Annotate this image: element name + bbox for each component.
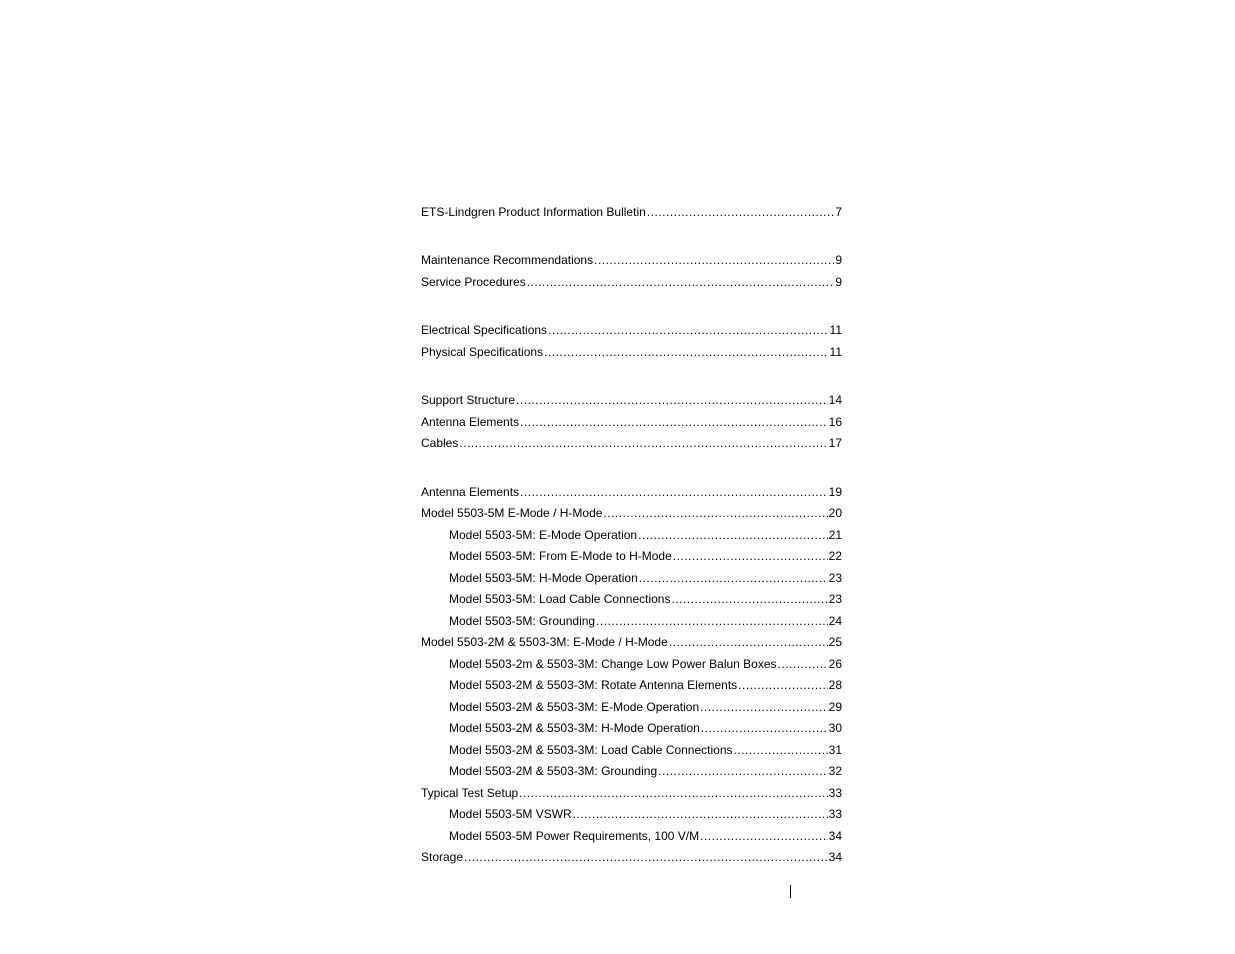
toc-dot-leader — [700, 828, 828, 844]
toc-entry-label: Typical Test Setup — [421, 786, 519, 800]
toc-dot-leader — [594, 252, 834, 268]
toc-entry-label: Service Procedures — [421, 275, 526, 289]
toc-entry-page: 20 — [828, 506, 842, 520]
toc-entry-5503-5m-power-requirements[interactable] — [421, 828, 842, 844]
toc-dot-leader — [734, 742, 828, 758]
toc-entry-page: 25 — [828, 635, 842, 649]
toc-dot-leader — [464, 849, 828, 865]
toc-entry-page: 28 — [828, 678, 842, 692]
toc-entry-5503-2m-3m-rotate-elements[interactable] — [421, 677, 842, 693]
toc-entry-page: 9 — [835, 253, 842, 267]
toc-entry-page: 34 — [828, 850, 842, 864]
toc-entry-5503-5m-grounding[interactable] — [421, 613, 842, 629]
toc-entry-label: Model 5503-2M & 5503-3M: Load Cable Connections — [449, 743, 733, 757]
toc-dot-leader — [519, 785, 827, 801]
toc-entry-label: Model 5503-2M & 5503-3M: Rotate Antenna Elements — [449, 678, 738, 692]
toc-entry-label: Physical Specifications — [421, 345, 544, 359]
toc-entry-5503-5m-load-cable-connections[interactable] — [421, 591, 842, 607]
toc-entry-5503-5m-modes[interactable] — [421, 505, 842, 521]
toc-entry-label: Model 5503-5M VSWR — [449, 807, 572, 821]
toc-entry-antenna-elements-assembly[interactable] — [421, 484, 842, 500]
toc-entry-5503-5m-e-mode-operation[interactable] — [421, 527, 842, 543]
toc-dot-leader — [573, 806, 828, 822]
toc-entry-page: 16 — [828, 415, 842, 429]
toc-entry-label: Model 5503-2m & 5503-3M: Change Low Power Balun Boxes — [449, 657, 777, 671]
toc-entry-5503-5m-h-mode-operation[interactable] — [421, 570, 842, 586]
toc-entry-label: Model 5503-2M & 5503-3M: E-Mode Operation — [449, 700, 700, 714]
toc-dot-leader — [596, 613, 828, 629]
toc-dot-leader — [639, 570, 828, 586]
toc-entry-service-procedures[interactable] — [421, 274, 842, 290]
toc-entry-page: 14 — [828, 393, 842, 407]
toc-entry-cables[interactable] — [421, 435, 842, 451]
toc-entry-label: Antenna Elements — [421, 415, 520, 429]
toc-entry-label: Electrical Specifications — [421, 323, 548, 337]
toc-dot-leader — [658, 763, 828, 779]
toc-entry-5503-5m-vswr[interactable] — [421, 806, 842, 822]
toc-entry-page: 30 — [828, 721, 842, 735]
toc-entry-page: 7 — [835, 205, 842, 219]
toc-entry-5503-2m-3m-modes[interactable] — [421, 634, 842, 650]
toc-dot-leader — [459, 435, 827, 451]
toc-entry-product-information-bulletin[interactable] — [421, 204, 842, 220]
toc-entry-label: Model 5503-5M: Load Cable Connections — [449, 592, 671, 606]
toc-entry-page: 19 — [828, 485, 842, 499]
toc-dot-leader — [603, 505, 827, 521]
toc-entry-page: 11 — [829, 323, 842, 337]
toc-entry-electrical-specifications[interactable] — [421, 322, 842, 338]
toc-entry-page: 22 — [828, 549, 842, 563]
toc-entry-page: 32 — [828, 764, 842, 778]
toc-entry-label: Model 5503-5M Power Requirements, 100 V/M — [449, 829, 700, 843]
toc-entry-label: Model 5503-2M & 5503-3M: Grounding — [449, 764, 658, 778]
toc-dot-leader — [671, 591, 827, 607]
toc-dot-leader — [520, 484, 828, 500]
toc-entry-5503-2m-3m-balun-boxes[interactable] — [421, 656, 842, 672]
toc-entry-label: Model 5503-5M: E-Mode Operation — [449, 528, 638, 542]
toc-entry-label: Cables — [421, 436, 459, 450]
toc-entry-page: 11 — [829, 345, 842, 359]
toc-entry-label: Model 5503-5M: From E-Mode to H-Mode — [449, 549, 672, 563]
toc-dot-leader — [647, 204, 835, 220]
toc-entry-label: Support Structure — [421, 393, 516, 407]
toc-entry-label: Maintenance Recommendations — [421, 253, 594, 267]
toc-dot-leader — [548, 322, 828, 338]
toc-dot-leader — [520, 414, 828, 430]
toc-dot-leader — [778, 656, 828, 672]
toc-entry-page: 33 — [828, 807, 842, 821]
toc-dot-leader — [527, 274, 835, 290]
toc-entry-physical-specifications[interactable] — [421, 344, 842, 360]
toc-entry-support-structure[interactable] — [421, 392, 842, 408]
toc-dot-leader — [700, 699, 828, 715]
footer-divider — [790, 885, 791, 898]
toc-entry-typical-test-setup[interactable] — [421, 785, 842, 801]
toc-entry-5503-2m-3m-e-mode-operation[interactable] — [421, 699, 842, 715]
toc-entry-page: 24 — [828, 614, 842, 628]
toc-entry-page: 33 — [828, 786, 842, 800]
toc-entry-page: 34 — [828, 829, 842, 843]
toc-entry-label: Model 5503-2M & 5503-3M: H-Mode Operation — [449, 721, 700, 735]
toc-entry-label: Antenna Elements — [421, 485, 520, 499]
toc-dot-leader — [638, 527, 828, 543]
toc-dot-leader — [516, 392, 828, 408]
toc-entry-5503-2m-3m-h-mode-operation[interactable] — [421, 720, 842, 736]
toc-entry-page: 23 — [828, 571, 842, 585]
toc-dot-leader — [738, 677, 827, 693]
toc-entry-maintenance-recommendations[interactable] — [421, 252, 842, 268]
toc-entry-page: 17 — [828, 436, 842, 450]
toc-dot-leader — [669, 634, 828, 650]
toc-entry-label: Model 5503-2M & 5503-3M: E-Mode / H-Mode — [421, 635, 668, 649]
toc-entry-5503-2m-3m-load-cable-connections[interactable] — [421, 742, 842, 758]
toc-entry-page: 9 — [835, 275, 842, 289]
toc-entry-5503-2m-3m-grounding[interactable] — [421, 763, 842, 779]
toc-entry-page: 23 — [828, 592, 842, 606]
toc-entry-page: 21 — [828, 528, 842, 542]
toc-entry-label: Model 5503-5M: Grounding — [449, 614, 596, 628]
toc-entry-label: ETS-Lindgren Product Information Bulletin — [421, 205, 646, 219]
toc-entry-page: 26 — [828, 657, 842, 671]
toc-dot-leader — [673, 548, 828, 564]
toc-entry-5503-5m-e-to-h-mode[interactable] — [421, 548, 842, 564]
toc-entry-label: Storage — [421, 850, 464, 864]
toc-dot-leader — [544, 344, 828, 360]
toc-entry-page: 31 — [828, 743, 842, 757]
toc-entry-storage[interactable] — [421, 849, 842, 865]
toc-entry-label: Model 5503-5M: H-Mode Operation — [449, 571, 638, 585]
toc-entry-antenna-elements[interactable] — [421, 414, 842, 430]
toc-dot-leader — [701, 720, 828, 736]
toc-entry-label: Model 5503-5M E-Mode / H-Mode — [421, 506, 603, 520]
toc-entry-page: 29 — [828, 700, 842, 714]
